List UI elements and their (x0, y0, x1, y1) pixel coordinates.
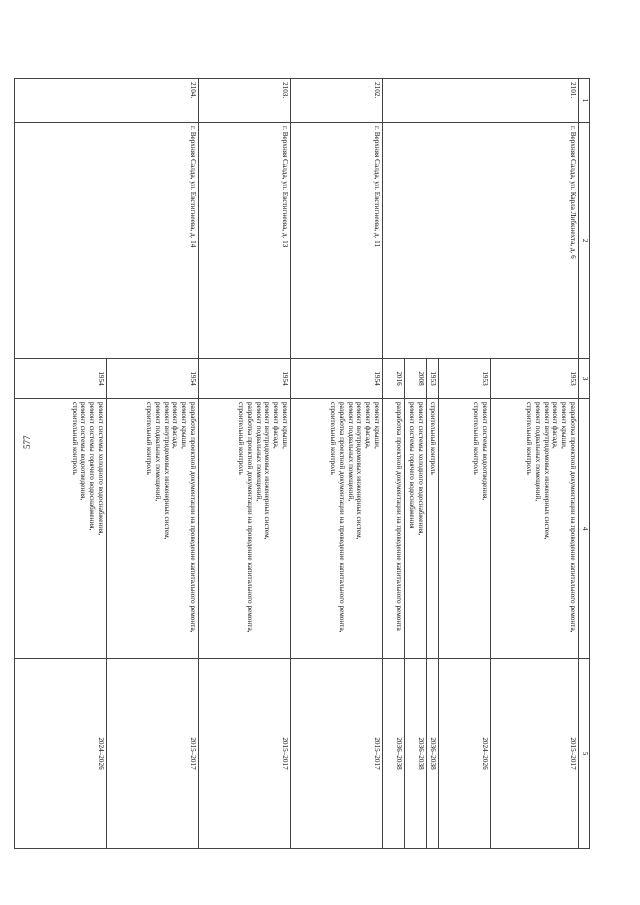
work-item: ремонт подвальных помещений, (153, 402, 162, 502)
work-item: строительный контроль (525, 402, 534, 475)
work-item: ремонт внутридомовых инженерных систем, (542, 402, 551, 540)
column-header: 2 (579, 123, 590, 359)
work-item: строительный контроль (70, 402, 79, 475)
address-cell: г. Верхняя Салда, ул. Евстигнеева, д. 14 (15, 123, 199, 359)
work-item: ремонт крыши, (373, 402, 381, 449)
period-cell: 2015–2017 (291, 659, 383, 849)
work-item: разработка проектной документации на проведение капитального ремонта, (337, 402, 346, 633)
work-item: ремонт подвальных помещений, (254, 402, 263, 502)
work-item: ремонт системы водоотведения, (79, 402, 88, 501)
column-header-row (579, 79, 590, 849)
row-number: 2101. (383, 79, 579, 123)
work-item: строительный контроль (429, 402, 437, 475)
works-cell (107, 399, 199, 659)
works-cell (427, 399, 439, 659)
work-item: строительный контроль (329, 402, 338, 475)
table-row (107, 79, 199, 849)
works-cell (491, 399, 579, 659)
work-item: ремонт фасада, (272, 402, 281, 449)
period-cell: 2036–2038 (383, 659, 405, 849)
column-header: 5 (579, 659, 590, 849)
period-cell: 2015–2017 (107, 659, 199, 849)
work-item: строительный контроль (472, 402, 481, 475)
build-year-cell: 1954 (107, 359, 199, 399)
works-cell (405, 399, 427, 659)
work-item: разработка проектной документации на проведение капитального ремонта, (245, 402, 254, 633)
row-number: 2102. (291, 79, 383, 123)
works-cell (383, 399, 405, 659)
period-cell: 2036–2038 (427, 659, 439, 849)
works-cell (15, 399, 107, 659)
build-year-cell: 1953 (491, 359, 579, 399)
build-year-cell: 2016 (383, 359, 405, 399)
work-item: ремонт подвальных помещений, (533, 402, 542, 502)
work-item: ремонт системы горячего водоснабжения, (88, 402, 97, 531)
build-year-cell: 1954 (291, 359, 383, 399)
column-header: 4 (579, 399, 590, 659)
work-item: ремонт системы водоотведения, (481, 402, 489, 501)
work-item: разработка проектной документации на проведение капитального ремонта, (569, 402, 577, 633)
works-cell (199, 399, 291, 659)
work-item: ремонт системы горячего водоснабжения (408, 402, 417, 529)
build-year-cell: 2008 (405, 359, 427, 399)
table-row (291, 79, 383, 849)
work-item: ремонт внутридомовых инженерных систем, (263, 402, 272, 540)
build-year-cell: 1953 (427, 359, 439, 399)
address-cell: г. Верхняя Салда, ул. Евстигнеева, д. 13 (199, 123, 291, 359)
period-cell: 2015–2017 (199, 659, 291, 849)
table-row (199, 79, 291, 849)
work-item: ремонт системы холодного водоснабжения, (97, 402, 105, 536)
work-item: ремонт внутридомовых инженерных систем, (162, 402, 171, 540)
column-header: 1 (579, 79, 590, 123)
work-item: ремонт подвальных помещений, (346, 402, 355, 502)
work-item: ремонт внутридомовых инженерных систем, (355, 402, 364, 540)
period-cell: 2036–2038 (405, 659, 427, 849)
work-item: ремонт фасада, (171, 402, 180, 449)
build-year-cell: 1954 (199, 359, 291, 399)
works-cell (439, 399, 491, 659)
page-number: 577 (22, 435, 32, 449)
build-year-cell: 1953 (439, 359, 491, 399)
period-cell: 2015–2017 (491, 659, 579, 849)
table-row (491, 79, 579, 849)
period-cell: 2024–2026 (439, 659, 491, 849)
work-item: ремонт крыши, (180, 402, 189, 449)
column-header: 3 (579, 359, 590, 399)
work-item: ремонт крыши, (560, 402, 569, 449)
period-cell: 2024–2026 (15, 659, 107, 849)
work-item: строительный контроль (237, 402, 246, 475)
row-number: 2104. (15, 79, 199, 123)
work-item: ремонт системы холодного водоснабжения, (417, 402, 425, 536)
work-item: разработка проектной документации на проведение капитального ремонта, (189, 402, 197, 633)
works-cell (291, 399, 383, 659)
work-item: ремонт фасада, (364, 402, 373, 449)
table-body (15, 79, 590, 849)
work-item: строительный контроль (145, 402, 154, 475)
work-item: ремонт крыши, (281, 402, 289, 449)
work-item: разработка проектной документации на проведение капитального ремонта (395, 402, 403, 631)
address-cell: г. Верхняя Салда, ул. Карла Либкнехта, д. 6 (383, 123, 579, 359)
rotated-table-page (70, 78, 590, 848)
work-item: ремонт фасада, (551, 402, 560, 449)
row-number: 2103. (199, 79, 291, 123)
repair-schedule-table (14, 78, 590, 849)
build-year-cell: 1954 (15, 359, 107, 399)
address-cell: г. Верхняя Салда, ул. Евстигнеева, д. 11 (291, 123, 383, 359)
